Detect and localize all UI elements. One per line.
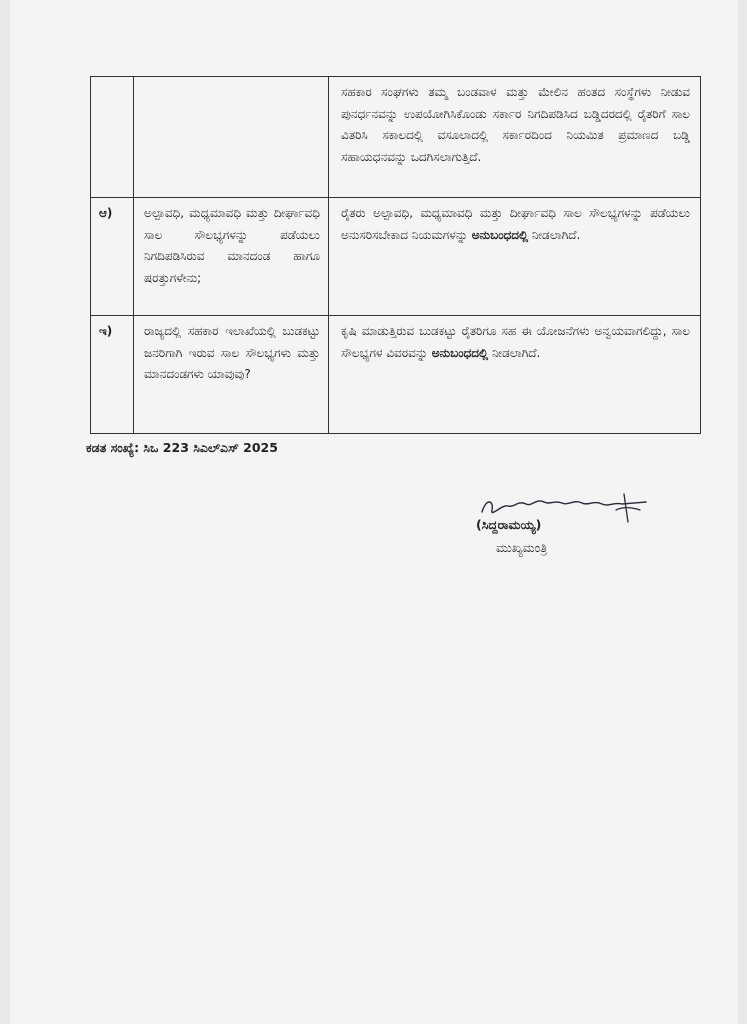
table-row <box>91 316 700 433</box>
answer-text: ರೈತರು ಅಲ್ಪಾವಧಿ, ಮಧ್ಯಮಾವಧಿ ಮತ್ತು ದೀರ್ಘಾವಧಿ ಸಾಲ ಸೌಲಭ್ಯಗಳನ್ನು ಪಡೆಯಲು ಅನುಸರಿಸಬೇಕಾದ ನಿಯಮಗಳನ್ನು ಅನುಬಂಧದಲ್ಲಿ ನೀಡಲಾಗಿದೆ. <box>341 206 690 242</box>
answer-text: ಕೃಷಿ ಮಾಡುತ್ತಿರುವ ಬುಡಕಟ್ಟು ರೈತರಿಗೂ ಸಹ ಈ ಯೋಜನೆಗಳು ಅನ್ವಯವಾಗಲಿದ್ದು, ಸಾಲ ಸೌಲಭ್ಯಗಳ ವಿವರವನ್ನು ಅನುಬಂಧದಲ್ಲಿ ನೀಡಲಾಗಿದೆ. <box>341 324 690 360</box>
question-text: ಅಲ್ಪಾವಧಿ, ಮಧ್ಯಮಾವಧಿ ಮತ್ತು ದೀರ್ಘಾವಧಿ ಸಾಲ ಸೌಲಭ್ಯಗಳನ್ನು ಪಡೆಯಲು ನಿಗದಿಪಡಿಸಿರುವ ಮಾನದಂಡ ಹಾಗೂ ಷರತ್ತುಗಳೇನು; <box>144 206 320 285</box>
row-number-cell <box>91 316 134 433</box>
question-cell <box>134 77 329 197</box>
answer-text: ಸಹಕಾರ ಸಂಘಗಳು ತಮ್ಮ ಬಂಡವಾಳ ಮತ್ತು ಮೇಲಿನ ಹಂತದ ಸಂಸ್ಥೆಗಳು ನೀಡುವ ಪುನರ್ಧನವನ್ನು ಉಪಯೋಗಿಸಿಕೊಂಡು ಸರ್ಕಾರ ನಿಗದಿಪಡಿಸಿದ ಬಡ್ಡಿದರದಲ್ಲಿ ರೈತರಿಗೆ ಸಾಲ ವಿತರಿಸಿ ಸಕಾಲದಲ್ಲಿ ವಸೂಲಾದಲ್ಲಿ ಸರ್ಕಾರದಿಂದ ನಿಯಮಿತ ಪ್ರಮಾಣದ ಬಡ್ಡಿ ಸಹಾಯಧನವನ್ನು ಒದಗಿಸಲಾಗುತ್ತಿದೆ. <box>341 85 690 164</box>
table-row <box>91 77 700 198</box>
row-number: ಇ) <box>99 324 113 338</box>
question-cell <box>134 316 329 433</box>
question-answer-table <box>90 76 701 434</box>
answer-cell <box>329 77 700 197</box>
answer-cell <box>329 198 700 315</box>
signatory-designation: ಮುಖ್ಯಮಂತ್ರಿ <box>496 540 548 555</box>
question-cell <box>134 198 329 315</box>
question-text <box>134 77 328 82</box>
file-number: ಕಡತ ಸಂಖ್ಯೆ: ಸಿಒ 223 ಸಿಎಲ್ಎಸ್ 2025 <box>86 440 278 455</box>
signatory-name: (ಸಿದ್ದರಾಮಯ್ಯ) <box>476 517 542 532</box>
answer-cell <box>329 316 700 433</box>
question-text: ರಾಜ್ಯದಲ್ಲಿ ಸಹಕಾರ ಇಲಾಖೆಯಲ್ಲಿ ಬುಡಕಟ್ಟು ಜನರಿಗಾಗಿ ಇರುವ ಸಾಲ ಸೌಲಭ್ಯಗಳು ಮತ್ತು ಮಾನದಂಡಗಳು ಯಾವುವು? <box>144 324 320 381</box>
row-number: ಆ) <box>99 206 113 220</box>
table-row <box>91 198 700 316</box>
row-number-cell <box>91 77 134 197</box>
document-page <box>10 0 738 1024</box>
row-number-cell <box>91 198 134 315</box>
row-number <box>91 77 133 85</box>
